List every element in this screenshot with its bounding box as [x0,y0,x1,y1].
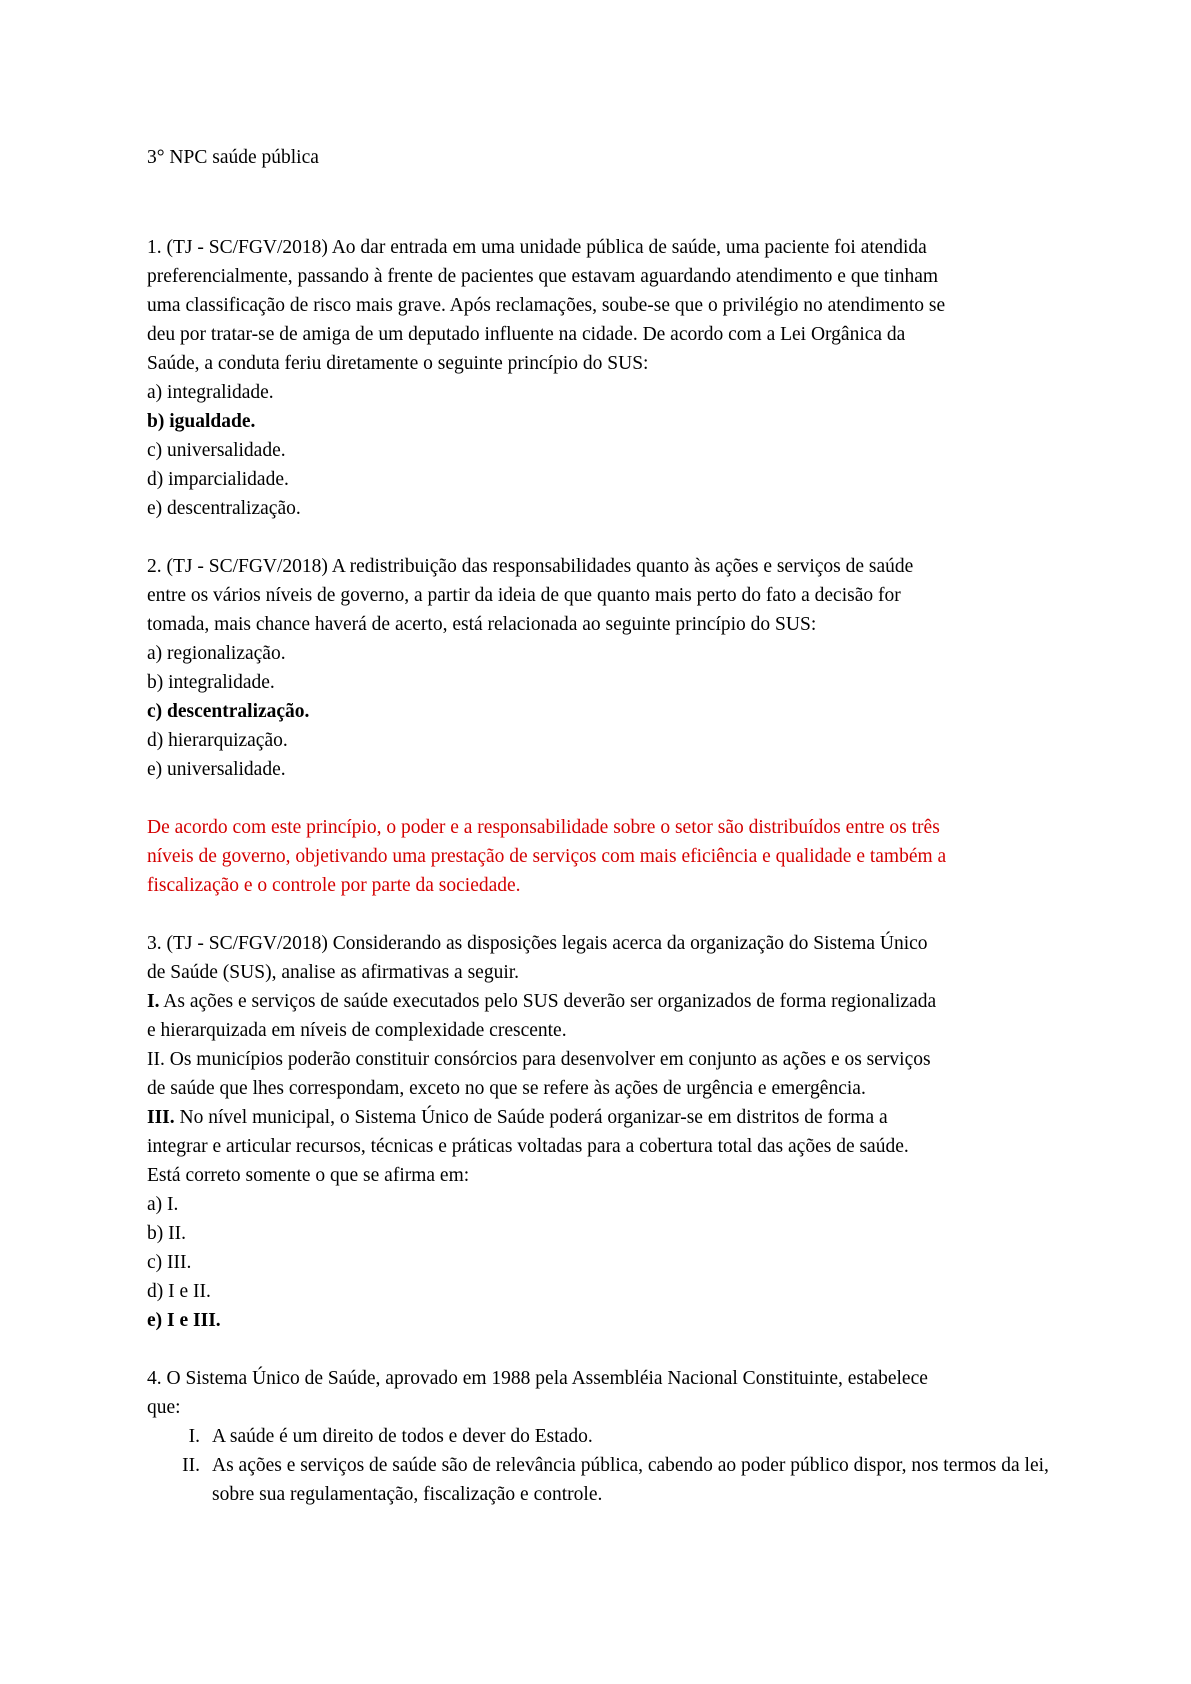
question-4 [147,1364,1062,1509]
question-2 [147,552,1062,784]
question-3-option-b: b) II. [147,1223,186,1244]
question-1-option-d: d) imparcialidade. [147,469,289,490]
question-2-text-line: entre os vários níveis de governo, a partir da ideia de que quanto mais perto do fato a decisão for [147,585,901,606]
question-3-statement-2: II. Os municípios poderão constituir consórcios para desenvolver em conjunto as ações e os serviços [147,1049,931,1070]
question-1-text-line: deu por tratar-se de amiga de um deputado influente na cidade. De acordo com a Lei Orgânica da [147,324,906,345]
page-title: 3° NPC saúde pública [147,147,319,168]
question-3-option-e-correct: e) I e III. [147,1310,221,1331]
question-1-option-a: a) integralidade. [147,382,274,403]
question-2-option-c-correct: c) descentralização. [147,701,310,722]
question-3-option-d: d) I e II. [147,1281,211,1302]
question-3-option-a: a) I. [147,1194,179,1215]
explanation-line: fiscalização e o controle por parte da sociedade. [147,875,521,896]
question-3-option-c: c) III. [147,1252,192,1273]
question-2-option-a: a) regionalização. [147,643,286,664]
question-3-statement-3 [147,1103,1062,1132]
explanation-comment [147,813,1062,900]
question-4-text-line: que: [147,1397,181,1418]
question-1-option-e: e) descentralização. [147,498,301,519]
statement-1-label: I. [147,991,160,1012]
question-3-statement-3-cont: integrar e articular recursos, técnicas e práticas voltadas para a cobertura total das ações de saúde. [147,1136,909,1157]
question-4-item-1 [147,1422,1062,1451]
question-3-statement-1-cont: e hierarquizada em níveis de complexidade crescente. [147,1020,567,1041]
question-2-option-d: d) hierarquização. [147,730,288,751]
question-3-text-line: de Saúde (SUS), analise as afirmativas a seguir. [147,962,520,983]
item-text: A saúde é um direito de todos e dever do Estado. [212,1426,593,1447]
question-2-text-line: 2. (TJ - SC/FGV/2018) A redistribuição das responsabilidades quanto às ações e serviços de saúde [147,556,914,577]
question-1-text-line: preferencialmente, passando à frente de pacientes que estavam aguardando atendimento e que tinham [147,266,939,287]
statement-3-label: III. [147,1107,175,1128]
question-1-text-line: 1. (TJ - SC/FGV/2018) Ao dar entrada em uma unidade pública de saúde, uma paciente foi atendida [147,237,927,258]
question-3-statement-1 [147,987,1062,1016]
question-1-text-line: uma classificação de risco mais grave. Após reclamações, soube-se que o privilégio no atendimento se [147,295,946,316]
question-3-text-line: 3. (TJ - SC/FGV/2018) Considerando as disposições legais acerca da organização do Sistema Único [147,933,928,954]
item-text: As ações e serviços de saúde são de relevância pública, cabendo ao poder público dispor, nos termos da lei, sobre sua regulamentação, fiscalização e controle. [212,1455,1049,1505]
statement-1-text: As ações e serviços de saúde executados pelo SUS deverão ser organizados de forma regionalizada [159,991,937,1012]
question-2-option-b: b) integralidade. [147,672,275,693]
question-1-option-b-correct: b) igualdade. [147,411,256,432]
document-content [147,143,1062,1509]
question-4-text-line: 4. O Sistema Único de Saúde, aprovado em 1988 pela Assembléia Nacional Constituinte, estabelece [147,1368,928,1389]
question-2-option-e: e) universalidade. [147,759,286,780]
question-2-text-line: tomada, mais chance haverá de acerto, está relacionada ao seguinte princípio do SUS: [147,614,817,635]
item-number: II. [182,1455,200,1476]
question-1-text-line: Saúde, a conduta feriu diretamente o seguinte princípio do SUS: [147,353,649,374]
question-1-option-c: c) universalidade. [147,440,286,461]
statement-3-text: No nível municipal, o Sistema Único de Saúde poderá organizar-se em distritos de forma a [174,1107,888,1128]
explanation-line: De acordo com este princípio, o poder e a responsabilidade sobre o setor são distribuídos entre os três [147,817,940,838]
question-4-item-2 [147,1451,1062,1509]
question-3-prompt: Está correto somente o que se afirma em: [147,1165,470,1186]
item-number: I. [188,1426,200,1447]
question-3 [147,929,1062,1335]
question-3-statement-2-cont: de saúde que lhes correspondam, exceto no que se refere às ações de urgência e emergência. [147,1078,866,1099]
explanation-line: níveis de governo, objetivando uma prestação de serviços com mais eficiência e qualidade e também a [147,846,947,867]
question-1 [147,233,1062,523]
